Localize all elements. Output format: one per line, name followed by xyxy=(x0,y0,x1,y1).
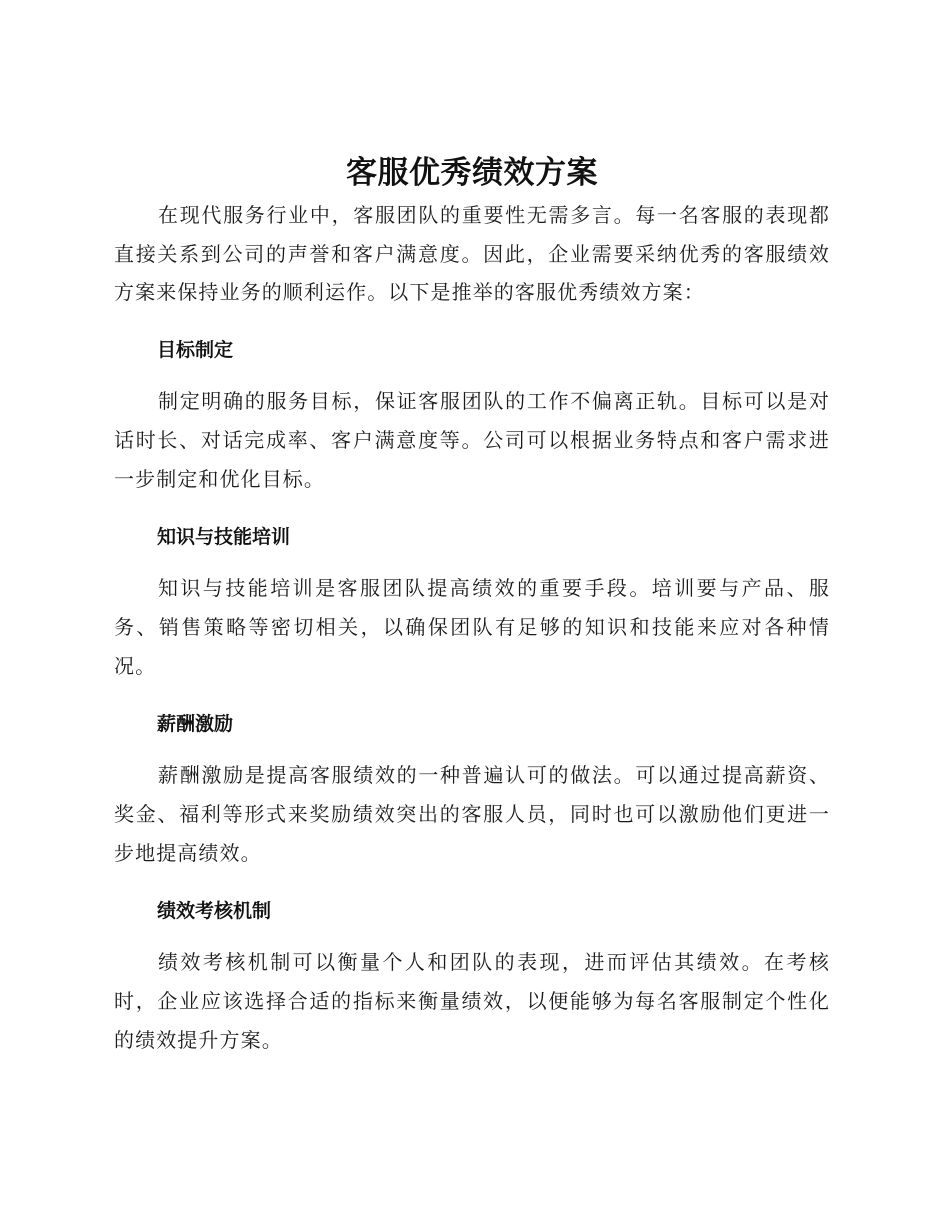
section-body-training: 知识与技能培训是客服团队提高绩效的重要手段。培训要与产品、服务、销售策略等密切相关，以确保团队有足够的知识和技能来应对各种情况。 xyxy=(114,576,830,678)
section-heading-training: 知识与技能培训 xyxy=(157,526,291,549)
section-body-compensation: 薪酬激励是提高客服绩效的一种普遍认可的做法。可以通过提高薪资、奖金、福利等形式来奖励绩效突出的客服人员，同时也可以激励他们更进一步地提高绩效。 xyxy=(114,763,830,865)
section-heading-goals: 目标制定 xyxy=(157,339,234,362)
section-heading-compensation: 薪酬激励 xyxy=(157,713,234,736)
document-body xyxy=(114,150,830,1060)
section-body-appraisal: 绩效考核机制可以衡量个人和团队的表现，进而评估其绩效。在考核时，企业应该选择合适的指标来衡量绩效，以便能够为每名客服制定个性化的绩效提升方案。 xyxy=(114,950,830,1052)
section-body-goals: 制定明确的服务目标，保证客服团队的工作不偏离正轨。目标可以是对话时长、对话完成率、客户满意度等。公司可以根据业务特点和客户需求进一步制定和优化目标。 xyxy=(114,389,830,491)
intro-paragraph: 在现代服务行业中，客服团队的重要性无需多言。每一名客服的表现都直接关系到公司的声誉和客户满意度。因此，企业需要采纳优秀的客服绩效方案来保持业务的顺利运作。以下是推举的客服优秀绩效方案： xyxy=(114,203,830,305)
section-heading-appraisal: 绩效考核机制 xyxy=(157,900,272,923)
document-title: 客服优秀绩效方案 xyxy=(346,155,598,191)
